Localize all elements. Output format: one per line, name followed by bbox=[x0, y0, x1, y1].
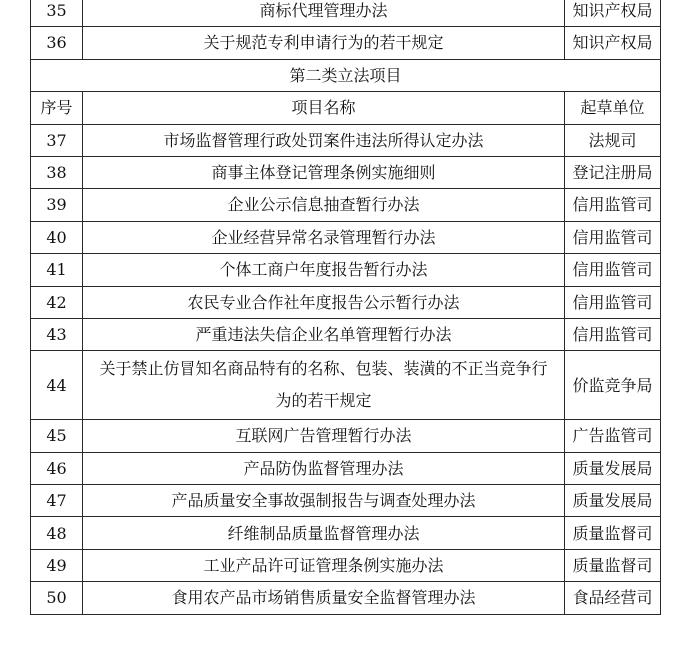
project-name: 市场监督管理行政处罚案件违法所得认定办法 bbox=[83, 124, 565, 156]
project-name: 严重违法失信企业名单管理暂行办法 bbox=[83, 318, 565, 350]
drafting-unit: 食品经营司 bbox=[565, 582, 661, 614]
row-number: 48 bbox=[31, 517, 83, 549]
row-number: 40 bbox=[31, 221, 83, 253]
project-name: 企业经营异常名录管理暂行办法 bbox=[83, 221, 565, 253]
project-name: 工业产品许可证管理条例实施办法 bbox=[83, 549, 565, 581]
column-header-row bbox=[31, 92, 661, 124]
row-number: 35 bbox=[31, 0, 83, 27]
project-name: 纤维制品质量监督管理办法 bbox=[83, 517, 565, 549]
project-name: 企业公示信息抽查暂行办法 bbox=[83, 189, 565, 221]
drafting-unit: 知识产权局 bbox=[565, 0, 661, 27]
header-project-name: 项目名称 bbox=[83, 92, 565, 124]
drafting-unit: 质量监督司 bbox=[565, 549, 661, 581]
table-row bbox=[31, 420, 661, 452]
drafting-unit: 信用监管司 bbox=[565, 318, 661, 350]
drafting-unit: 登记注册局 bbox=[565, 156, 661, 188]
section-header-row bbox=[31, 59, 661, 91]
drafting-unit: 广告监管司 bbox=[565, 420, 661, 452]
drafting-unit: 价监竞争局 bbox=[565, 351, 661, 420]
section-two-title: 第二类立法项目 bbox=[31, 59, 661, 91]
project-name: 食用农产品市场销售质量安全监督管理办法 bbox=[83, 582, 565, 614]
project-name: 互联网广告管理暂行办法 bbox=[83, 420, 565, 452]
header-number: 序号 bbox=[31, 92, 83, 124]
drafting-unit: 质量监督司 bbox=[565, 517, 661, 549]
table-row bbox=[31, 189, 661, 221]
row-number: 46 bbox=[31, 452, 83, 484]
drafting-unit: 信用监管司 bbox=[565, 189, 661, 221]
project-name: 商标代理管理办法 bbox=[83, 0, 565, 27]
table-row bbox=[31, 351, 661, 420]
table-row bbox=[31, 452, 661, 484]
row-number: 36 bbox=[31, 27, 83, 59]
table-row bbox=[31, 582, 661, 614]
drafting-unit: 信用监管司 bbox=[565, 221, 661, 253]
drafting-unit: 信用监管司 bbox=[565, 254, 661, 286]
table-row bbox=[31, 221, 661, 253]
row-number: 44 bbox=[31, 351, 83, 420]
row-number: 43 bbox=[31, 318, 83, 350]
project-name: 关于规范专利申请行为的若干规定 bbox=[83, 27, 565, 59]
row-number: 45 bbox=[31, 420, 83, 452]
table-row bbox=[31, 156, 661, 188]
legislation-table bbox=[30, 0, 661, 615]
row-number: 50 bbox=[31, 582, 83, 614]
row-number: 39 bbox=[31, 189, 83, 221]
row-number: 37 bbox=[31, 124, 83, 156]
project-name: 产品防伪监督管理办法 bbox=[83, 452, 565, 484]
table-row bbox=[31, 549, 661, 581]
table-row bbox=[31, 0, 661, 27]
project-name: 个体工商户年度报告暂行办法 bbox=[83, 254, 565, 286]
table-row bbox=[31, 517, 661, 549]
table-row bbox=[31, 124, 661, 156]
legislation-table-container bbox=[30, 0, 661, 615]
table-row bbox=[31, 318, 661, 350]
project-name: 产品质量安全事故强制报告与调查处理办法 bbox=[83, 485, 565, 517]
table-row bbox=[31, 286, 661, 318]
project-name bbox=[83, 351, 565, 420]
row-number: 38 bbox=[31, 156, 83, 188]
row-number: 49 bbox=[31, 549, 83, 581]
drafting-unit: 信用监管司 bbox=[565, 286, 661, 318]
drafting-unit: 知识产权局 bbox=[565, 27, 661, 59]
project-name: 商事主体登记管理条例实施细则 bbox=[83, 156, 565, 188]
drafting-unit: 法规司 bbox=[565, 124, 661, 156]
table-row bbox=[31, 485, 661, 517]
project-name-text: 关于禁止仿冒知名商品特有的名称、包装、装潢的不正当竞争行为的若干规定 bbox=[99, 359, 548, 411]
header-drafting-unit: 起草单位 bbox=[565, 92, 661, 124]
project-name: 农民专业合作社年度报告公示暂行办法 bbox=[83, 286, 565, 318]
table-row bbox=[31, 254, 661, 286]
row-number: 41 bbox=[31, 254, 83, 286]
table-row bbox=[31, 27, 661, 59]
drafting-unit: 质量发展局 bbox=[565, 452, 661, 484]
row-number: 42 bbox=[31, 286, 83, 318]
drafting-unit: 质量发展局 bbox=[565, 485, 661, 517]
row-number: 47 bbox=[31, 485, 83, 517]
